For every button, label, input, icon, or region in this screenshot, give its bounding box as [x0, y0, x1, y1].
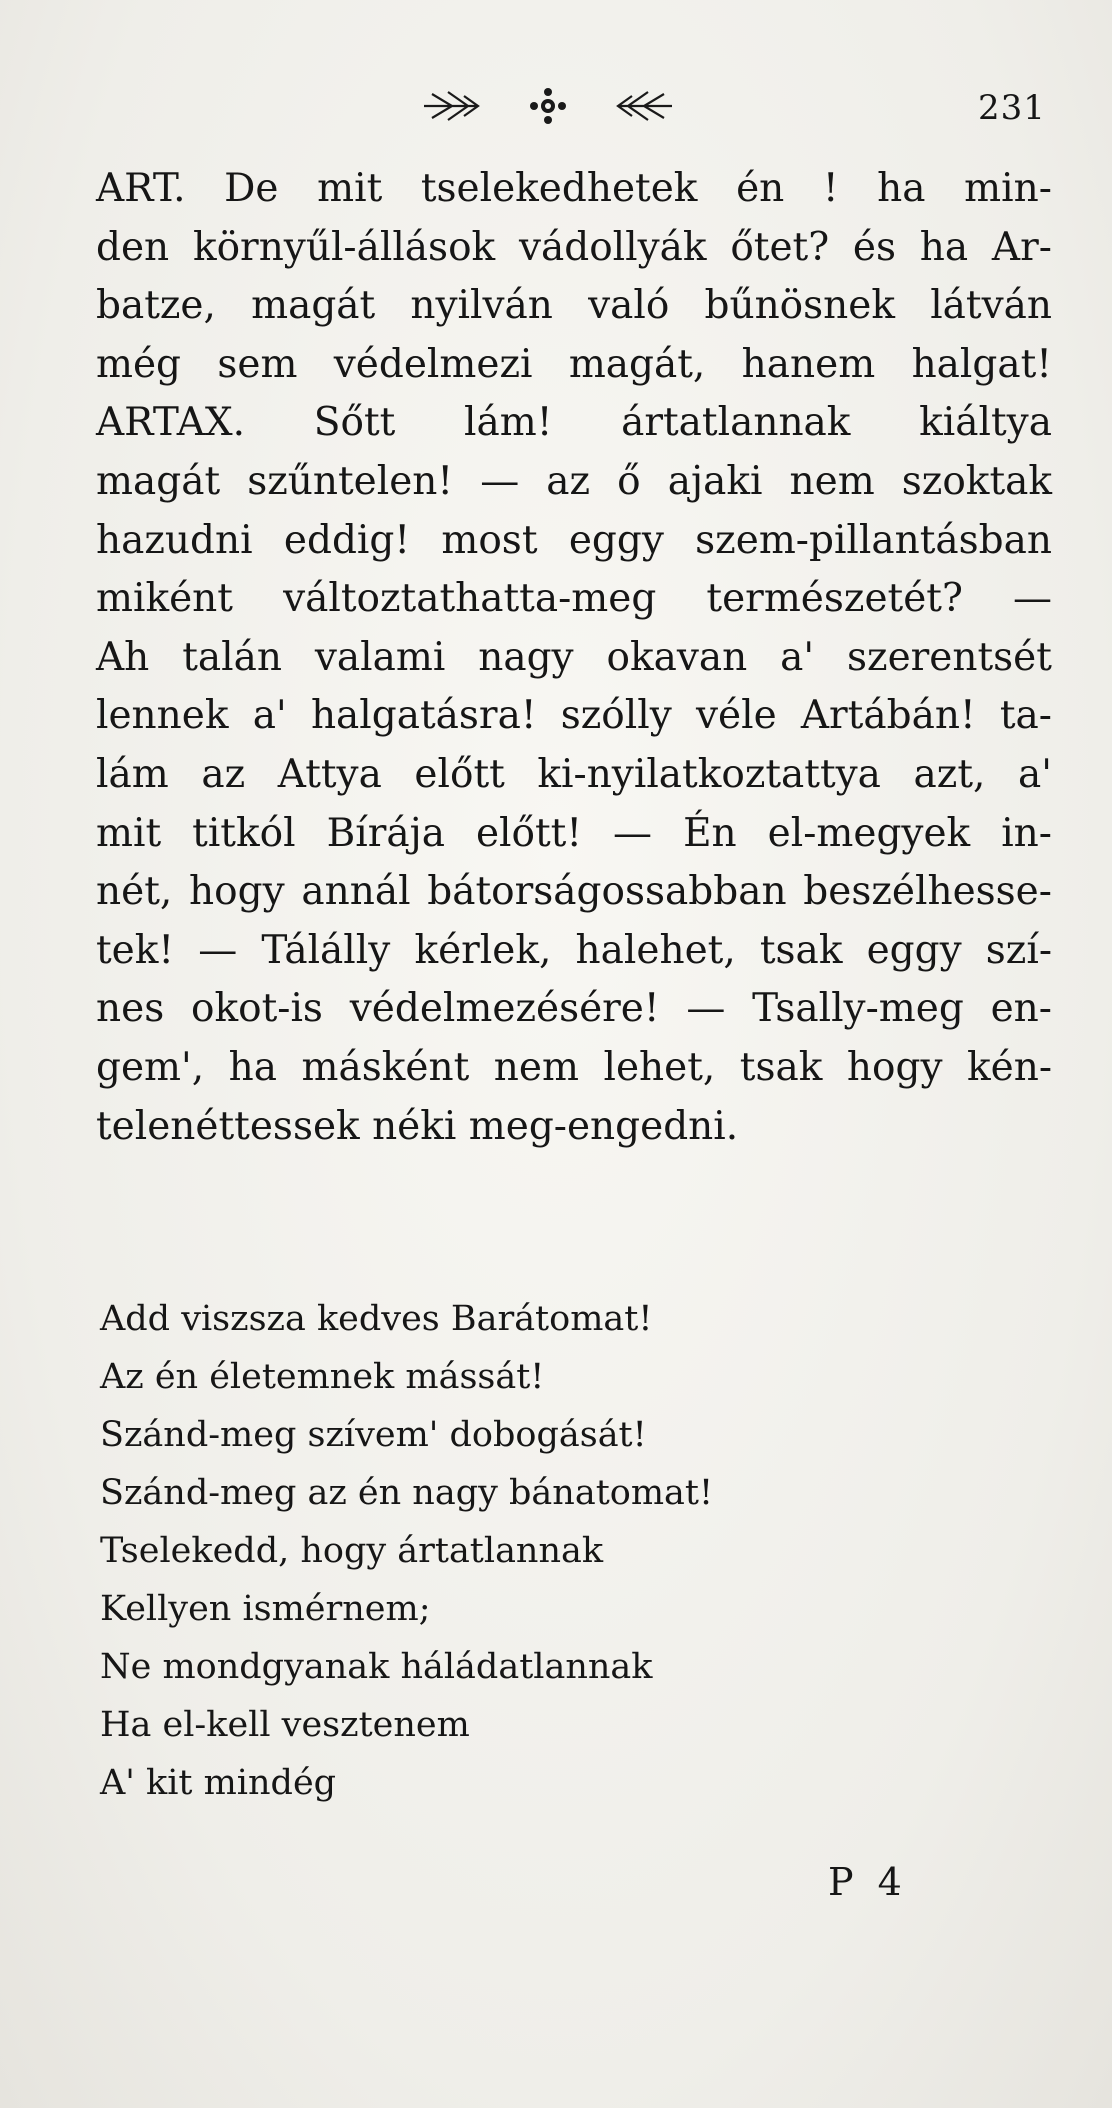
text-line: [96, 453, 1052, 512]
word: a': [252, 693, 287, 739]
verse-line: Add viszsza kedves Barátomat!: [100, 1299, 653, 1339]
word: szí-: [985, 927, 1052, 973]
word: tselekedhetek: [420, 166, 698, 211]
word: most: [441, 517, 538, 563]
word: De: [224, 166, 279, 211]
word: védelmezi: [333, 341, 533, 387]
verse-line: Ne mondgyanak háládatlannak: [100, 1647, 653, 1687]
word: másként: [301, 1044, 470, 1090]
word: miként: [96, 576, 233, 622]
word: változtathatta-meg: [283, 576, 657, 622]
text-line: [96, 922, 1052, 981]
word: nagy: [478, 634, 574, 680]
page-number: 231: [978, 88, 1046, 128]
word: —: [198, 927, 238, 973]
text-line: [96, 805, 1052, 864]
text-line: [96, 687, 1052, 746]
prose-body: [96, 160, 1052, 1156]
word: tsak: [739, 1044, 823, 1090]
word: talán: [182, 634, 282, 680]
word: den: [96, 224, 170, 270]
word: eggy: [568, 517, 664, 563]
word: —: [686, 986, 726, 1032]
word: eddig!: [283, 517, 411, 563]
word: ki-nyilatkoztattya: [537, 751, 881, 797]
word: ártatlannak: [621, 400, 851, 446]
word: mit: [317, 166, 383, 211]
text-line-last: telenéttessek néki meg-engedni.: [96, 1103, 739, 1149]
word: okavan: [606, 634, 748, 680]
word: titkól: [192, 810, 296, 856]
word: ARTAX.: [96, 400, 246, 446]
word: és: [852, 224, 897, 270]
word: véle: [695, 693, 777, 739]
word: ART.: [96, 166, 186, 211]
word: őtet?: [730, 224, 830, 270]
word: kiáltya: [919, 400, 1052, 446]
word: nét,: [96, 869, 173, 915]
signature-mark: P 4: [828, 1860, 908, 1904]
verse-line: Szánd-meg szívem' dobogását!: [100, 1415, 647, 1455]
word: lehet,: [603, 1044, 716, 1090]
word: el-megyek: [767, 810, 971, 856]
word: szólly: [560, 693, 672, 739]
word: hanem: [741, 341, 876, 387]
word: valami: [314, 634, 446, 680]
word: ha: [877, 166, 926, 211]
word: kérlek,: [414, 927, 552, 973]
text-line: [96, 277, 1052, 336]
word: magát,: [568, 341, 706, 387]
word: sem: [217, 341, 298, 387]
word: a': [1018, 751, 1052, 797]
text-line: [96, 863, 1052, 922]
word: bátorságossabban: [427, 869, 787, 915]
word: Attya: [277, 751, 382, 797]
word: védelmezésére!: [349, 986, 660, 1032]
word: nes: [96, 986, 165, 1032]
word: Tsally-meg: [752, 986, 964, 1032]
word: ta-: [999, 693, 1052, 739]
word: Artábán!: [800, 693, 976, 739]
word: halgatásra!: [310, 693, 537, 739]
word: még: [96, 341, 182, 387]
word: min-: [964, 166, 1052, 211]
text-line: [96, 219, 1052, 278]
verse-line: Tselekedd, hogy ártatlannak: [100, 1531, 604, 1571]
word: az: [546, 458, 591, 504]
word: —: [480, 458, 520, 504]
word: Ah: [96, 634, 150, 680]
text-line: [96, 980, 1052, 1039]
word: okot-is: [191, 986, 323, 1032]
text-line: [96, 394, 1052, 453]
word: hazudni: [96, 517, 253, 563]
word: ő: [617, 458, 641, 504]
word: szem-pillantásban: [695, 517, 1052, 563]
word: nyilván: [410, 283, 553, 329]
word: lám: [96, 751, 169, 797]
word: halgat!: [911, 341, 1052, 387]
word: ha: [228, 1044, 278, 1090]
text-line: [96, 570, 1052, 629]
word: természetét?: [706, 576, 963, 622]
word: hogy: [846, 1044, 943, 1090]
word: mit: [96, 810, 162, 856]
word: Tálálly: [261, 927, 391, 973]
word: előtt!: [475, 810, 583, 856]
word: vádollyák: [518, 224, 707, 270]
word: lám!: [464, 400, 553, 446]
text-line: [96, 336, 1052, 395]
page-header: [0, 78, 1112, 138]
word: batze,: [96, 283, 216, 329]
word: szűntelen!: [247, 458, 454, 504]
printer-ornament-icon: [418, 84, 678, 128]
word: nem: [789, 458, 875, 504]
word: a': [780, 634, 815, 680]
word: nem: [493, 1044, 579, 1090]
word: —: [613, 810, 653, 856]
word: beszélhesse-: [803, 869, 1052, 915]
text-line: [96, 629, 1052, 688]
word: való: [588, 283, 670, 329]
word: magát: [96, 458, 221, 504]
word: Bírája: [326, 810, 445, 856]
word: az: [201, 751, 246, 797]
text-line: [96, 1039, 1052, 1098]
word: gem',: [96, 1044, 205, 1090]
word: lennek: [96, 693, 229, 739]
word: halehet,: [575, 927, 736, 973]
word: eggy: [866, 927, 962, 973]
word: tsak: [759, 927, 843, 973]
text-line: [96, 160, 1052, 219]
word: környűl-állások: [192, 224, 496, 270]
word: ha: [919, 224, 969, 270]
word: azt,: [913, 751, 986, 797]
word: tek!: [96, 927, 175, 973]
word: szerentsét: [847, 634, 1052, 680]
text-line: [96, 746, 1052, 805]
word: —: [1012, 576, 1052, 622]
word: Én: [683, 810, 737, 856]
verse-line: Kellyen ismérnem;: [100, 1589, 431, 1629]
word: annál: [301, 869, 411, 915]
word: kén-: [966, 1044, 1052, 1090]
word: látván: [930, 283, 1052, 329]
word: előtt: [414, 751, 505, 797]
verse-line: Az én életemnek mássát!: [100, 1357, 545, 1397]
word: szoktak: [901, 458, 1052, 504]
text-line: [96, 512, 1052, 571]
word: Sőtt: [313, 400, 396, 446]
word: én: [736, 166, 785, 211]
verse-line: Ha el-kell vesztenem: [100, 1705, 470, 1745]
word: in-: [1001, 810, 1052, 856]
verse-block: [100, 1290, 880, 1812]
word: hogy: [189, 869, 285, 915]
word: bűnösnek: [704, 283, 896, 329]
word: ajaki: [667, 458, 763, 504]
word: en-: [990, 986, 1052, 1032]
word: Ar-: [991, 224, 1052, 270]
word: magát: [251, 283, 376, 329]
word: !: [822, 166, 839, 211]
verse-line: A' kit mindég: [100, 1763, 337, 1803]
verse-line: Szánd-meg az én nagy bánatomat!: [100, 1473, 714, 1513]
